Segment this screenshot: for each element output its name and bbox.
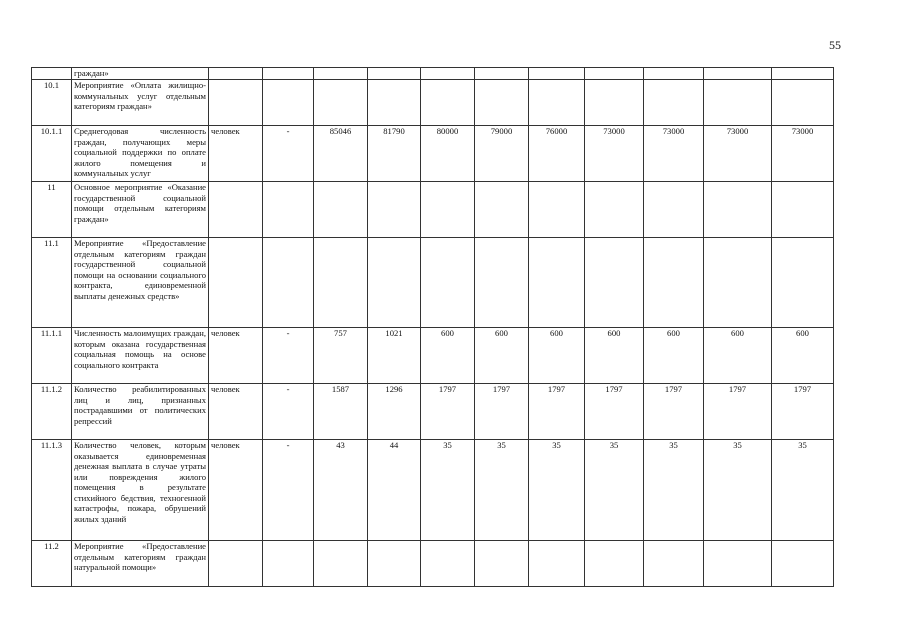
indicator-name-cell: Мероприятие «Предоставление отдельным категориям граждан натуральной помощи»: [72, 541, 209, 587]
year-value-cell: [644, 541, 704, 587]
year-value-cell: [475, 182, 529, 238]
year-value-cell: 600: [529, 328, 585, 384]
year-value-cell: [529, 182, 585, 238]
year-value-cell: 600: [421, 328, 475, 384]
year-value-cell: 1296: [368, 384, 421, 440]
year-value-cell: 35: [585, 440, 644, 541]
year-value-cell: [314, 238, 368, 328]
year-value-cell: 35: [421, 440, 475, 541]
year-value-cell: [529, 541, 585, 587]
year-value-cell: [421, 68, 475, 80]
year-value-cell: 600: [475, 328, 529, 384]
indicator-name-cell: Мероприятие «Предоставление отдельным категориям граждан государственной социальной помощи на основании социального контракта, единовременной выплаты денежных средств»: [72, 238, 209, 328]
year-value-cell: [585, 80, 644, 126]
year-value-cell: [529, 238, 585, 328]
year-value-cell: [704, 80, 772, 126]
year-value-cell: [772, 541, 834, 587]
year-value-cell: [585, 541, 644, 587]
base-value-cell: -: [263, 384, 314, 440]
year-value-cell: [585, 68, 644, 80]
base-value-cell: [263, 541, 314, 587]
indicator-name-cell: Количество реабилитированных лиц и лиц, признанных пострадавшими от политических репрессий: [72, 384, 209, 440]
indicators-table: [31, 67, 834, 587]
indicator-name-cell: Численность малоимущих граждан, которым оказана государственная социальная помощь на основе социального контракта: [72, 328, 209, 384]
year-value-cell: 85046: [314, 126, 368, 182]
year-value-cell: [475, 541, 529, 587]
unit-cell: [209, 238, 263, 328]
year-value-cell: 1797: [475, 384, 529, 440]
indicator-name-cell: Количество человек, которым оказывается единовременная денежная выплата в случае утраты или повреждения жилого помещения в результате стихийного бедствия, техногенной катастрофы, пожара, обрушений жилых зданий: [72, 440, 209, 541]
table-row: [32, 68, 834, 80]
year-value-cell: [421, 182, 475, 238]
year-value-cell: [585, 238, 644, 328]
indicator-name-cell: Мероприятие «Оплата жилищно-коммунальных услуг отдельным категориям граждан»: [72, 80, 209, 126]
row-number-cell: 11.2: [32, 541, 72, 587]
year-value-cell: 1021: [368, 328, 421, 384]
year-value-cell: 73000: [644, 126, 704, 182]
table-row: [32, 126, 834, 182]
row-number-cell: 10.1: [32, 80, 72, 126]
year-value-cell: [368, 238, 421, 328]
year-value-cell: [644, 68, 704, 80]
year-value-cell: [585, 182, 644, 238]
year-value-cell: 1797: [421, 384, 475, 440]
year-value-cell: [772, 238, 834, 328]
year-value-cell: [772, 68, 834, 80]
year-value-cell: [475, 68, 529, 80]
row-number-cell: 11.1: [32, 238, 72, 328]
year-value-cell: 1797: [585, 384, 644, 440]
unit-cell: человек: [209, 126, 263, 182]
year-value-cell: 35: [644, 440, 704, 541]
year-value-cell: 600: [704, 328, 772, 384]
unit-cell: [209, 541, 263, 587]
unit-cell: человек: [209, 328, 263, 384]
year-value-cell: [475, 80, 529, 126]
table-row: [32, 182, 834, 238]
year-value-cell: [644, 80, 704, 126]
base-value-cell: [263, 182, 314, 238]
year-value-cell: 600: [772, 328, 834, 384]
unit-cell: [209, 182, 263, 238]
table-row: [32, 384, 834, 440]
unit-cell: [209, 68, 263, 80]
year-value-cell: [314, 80, 368, 126]
year-value-cell: 76000: [529, 126, 585, 182]
table-row: [32, 80, 834, 126]
base-value-cell: -: [263, 328, 314, 384]
row-number-cell: 11.1.3: [32, 440, 72, 541]
year-value-cell: [421, 541, 475, 587]
base-value-cell: [263, 238, 314, 328]
year-value-cell: 757: [314, 328, 368, 384]
year-value-cell: [772, 80, 834, 126]
year-value-cell: 73000: [704, 126, 772, 182]
year-value-cell: 35: [529, 440, 585, 541]
year-value-cell: 1797: [529, 384, 585, 440]
year-value-cell: 73000: [772, 126, 834, 182]
year-value-cell: [529, 68, 585, 80]
year-value-cell: [704, 68, 772, 80]
year-value-cell: 1797: [644, 384, 704, 440]
year-value-cell: [475, 238, 529, 328]
base-value-cell: [263, 68, 314, 80]
year-value-cell: 1587: [314, 384, 368, 440]
year-value-cell: 73000: [585, 126, 644, 182]
year-value-cell: 600: [585, 328, 644, 384]
year-value-cell: 1797: [704, 384, 772, 440]
year-value-cell: 1797: [772, 384, 834, 440]
year-value-cell: [421, 238, 475, 328]
year-value-cell: 35: [704, 440, 772, 541]
row-number-cell: [32, 68, 72, 80]
table-body: [32, 68, 834, 587]
year-value-cell: [704, 541, 772, 587]
base-value-cell: [263, 80, 314, 126]
year-value-cell: [314, 68, 368, 80]
year-value-cell: [314, 541, 368, 587]
year-value-cell: 79000: [475, 126, 529, 182]
indicator-name-cell: граждан»: [72, 68, 209, 80]
table-row: [32, 440, 834, 541]
base-value-cell: -: [263, 440, 314, 541]
year-value-cell: [314, 182, 368, 238]
year-value-cell: 600: [644, 328, 704, 384]
year-value-cell: [368, 80, 421, 126]
year-value-cell: [772, 182, 834, 238]
year-value-cell: 81790: [368, 126, 421, 182]
table-row: [32, 238, 834, 328]
year-value-cell: [704, 238, 772, 328]
row-number-cell: 11.1.1: [32, 328, 72, 384]
base-value-cell: -: [263, 126, 314, 182]
year-value-cell: [368, 182, 421, 238]
row-number-cell: 11: [32, 182, 72, 238]
table-row: [32, 328, 834, 384]
year-value-cell: [421, 80, 475, 126]
year-value-cell: [644, 238, 704, 328]
indicator-name-cell: Основное мероприятие «Оказание государственной социальной помощи отдельным категориям граждан»: [72, 182, 209, 238]
year-value-cell: 44: [368, 440, 421, 541]
unit-cell: [209, 80, 263, 126]
row-number-cell: 11.1.2: [32, 384, 72, 440]
year-value-cell: [704, 182, 772, 238]
year-value-cell: [368, 68, 421, 80]
row-number-cell: 10.1.1: [32, 126, 72, 182]
year-value-cell: 43: [314, 440, 368, 541]
page-number: 55: [829, 38, 841, 52]
unit-cell: человек: [209, 384, 263, 440]
indicator-name-cell: Среднегодовая численность граждан, получающих меры социальной поддержки по оплате жилого помещения и коммунальных услуг: [72, 126, 209, 182]
year-value-cell: 80000: [421, 126, 475, 182]
year-value-cell: 35: [475, 440, 529, 541]
unit-cell: человек: [209, 440, 263, 541]
year-value-cell: [644, 182, 704, 238]
year-value-cell: [368, 541, 421, 587]
table-row: [32, 541, 834, 587]
year-value-cell: [529, 80, 585, 126]
year-value-cell: 35: [772, 440, 834, 541]
